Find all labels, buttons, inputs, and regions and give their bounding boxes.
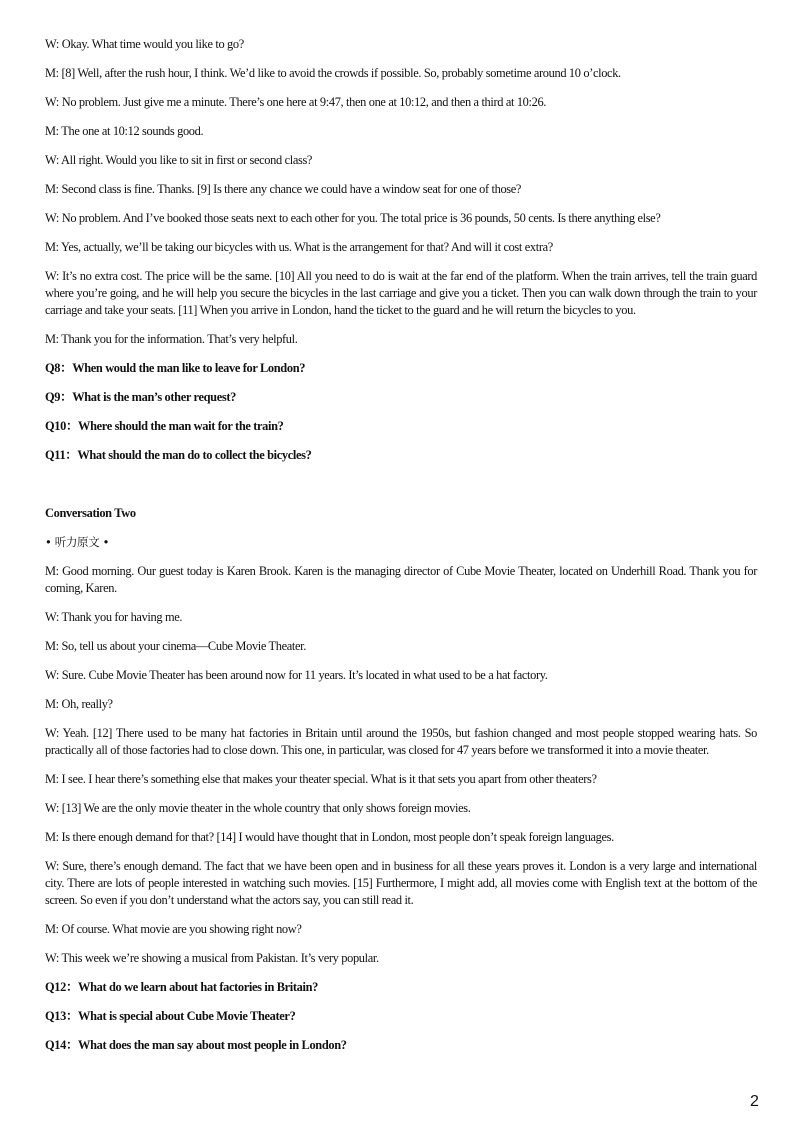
dialogue-line: W: This week we’re showing a musical from Pakistan. It’s very popular. (45, 951, 379, 965)
dialogue-line: M: The one at 10:12 sounds good. (45, 124, 204, 138)
dialogue-line: W: Thank you for having me. (45, 610, 183, 624)
dialogue-line: W: Sure. Cube Movie Theater has been around now for 11 years. It’s located in what used to be a hat factory. (45, 668, 548, 682)
dialogue-line: W: All right. Would you like to sit in first or second class? (45, 153, 313, 167)
dialogue-line: M: Oh, really? (45, 697, 113, 711)
question-line (45, 389, 757, 406)
dialogue-line: W: Sure, there’s enough demand. The fact that we have been open and in business for all these years proves it. London is a very large and international city. There are lots of people interested in watching such movies. [15] Furthermore, I might add, all movies come with English text at the bottom of the screen. So even if you don’t understand what the actors say, you can still read it. (45, 859, 757, 907)
question-text: What should the man do to collect the bicycles? (77, 448, 312, 462)
question-line (45, 360, 757, 377)
document-body (45, 36, 757, 1054)
dialogue-line: W: It’s no extra cost. The price will be the same. [10] All you need to do is wait at the far end of the platform. When the train arrives, tell the train guard where you’re going, and he will help you secure the bicycles in the last carriage and give you a ticket. Then you can walk down through the train to your carriage and take your seats. [11] When you arrive in London, hand the ticket to the guard and he will return the bicycles to you. (45, 269, 757, 317)
question-text: Where should the man wait for the train? (78, 419, 284, 433)
dialogue-line: M: So, tell us about your cinema—Cube Movie Theater. (45, 639, 307, 653)
question-number: Q9： (45, 390, 73, 404)
question-line (45, 447, 757, 464)
dialogue-line: M: Of course. What movie are you showing right now? (45, 922, 302, 936)
dialogue-line: M: Is there enough demand for that? [14] I would have thought that in London, most people don’t speak foreign languages. (45, 830, 614, 844)
question-line (45, 1037, 757, 1054)
question-line (45, 979, 757, 996)
question-number: Q13： (45, 1009, 79, 1023)
dialogue-line: W: Yeah. [12] There used to be many hat factories in Britain until around the 1950s, but fashion changed and most people stopped wearing hats. So practically all of those factories had to close down. This one, in particular, was closed for 47 years before we transformed it into a movie theater. (45, 726, 757, 757)
question-number: Q8： (45, 361, 73, 375)
question-line (45, 1008, 757, 1025)
question-text: What does the man say about most people in London? (78, 1038, 347, 1052)
question-text: When would the man like to leave for London? (72, 361, 306, 375)
question-text: What is the man’s other request? (72, 390, 236, 404)
question-number: Q14： (45, 1038, 79, 1052)
dialogue-line: W: No problem. Just give me a minute. There’s one here at 9:47, then one at 10:12, and then a third at 10:26. (45, 95, 547, 109)
question-number: Q12： (45, 980, 79, 994)
question-line (45, 418, 757, 435)
dialogue-line: M: Good morning. Our guest today is Karen Brook. Karen is the managing director of Cube Movie Theater, located on Underhill Road. Thank you for coming, Karen. (45, 564, 757, 595)
dialogue-line: M: Second class is fine. Thanks. [9] Is there any chance we could have a window seat for one of those? (45, 182, 522, 196)
dialogue-line: W: Okay. What time would you like to go? (45, 37, 244, 51)
question-text: What is special about Cube Movie Theater? (78, 1009, 296, 1023)
transcript-label: • 听力原文 • (45, 535, 110, 549)
question-text: What do we learn about hat factories in Britain? (78, 980, 318, 994)
dialogue-line: W: No problem. And I’ve booked those seats next to each other for you. The total price is 36 pounds, 50 cents. Is there anything else? (45, 211, 661, 225)
section-title: Conversation Two (45, 506, 136, 520)
dialogue-line: M: I see. I hear there’s something else that makes your theater special. What is it that sets you apart from other theaters? (45, 772, 597, 786)
page-number: 2 (750, 1093, 759, 1110)
question-number: Q10： (45, 419, 79, 433)
dialogue-line: M: Yes, actually, we’ll be taking our bicycles with us. What is the arrangement for that? And will it cost extra? (45, 240, 553, 254)
dialogue-line: M: [8] Well, after the rush hour, I think. We’d like to avoid the crowds if possible. So, probably sometime around 10 o’clock. (45, 66, 621, 80)
dialogue-line: W: [13] We are the only movie theater in the whole country that only shows foreign movies. (45, 801, 471, 815)
question-number: Q11： (45, 448, 78, 462)
dialogue-line: M: Thank you for the information. That’s very helpful. (45, 332, 298, 346)
